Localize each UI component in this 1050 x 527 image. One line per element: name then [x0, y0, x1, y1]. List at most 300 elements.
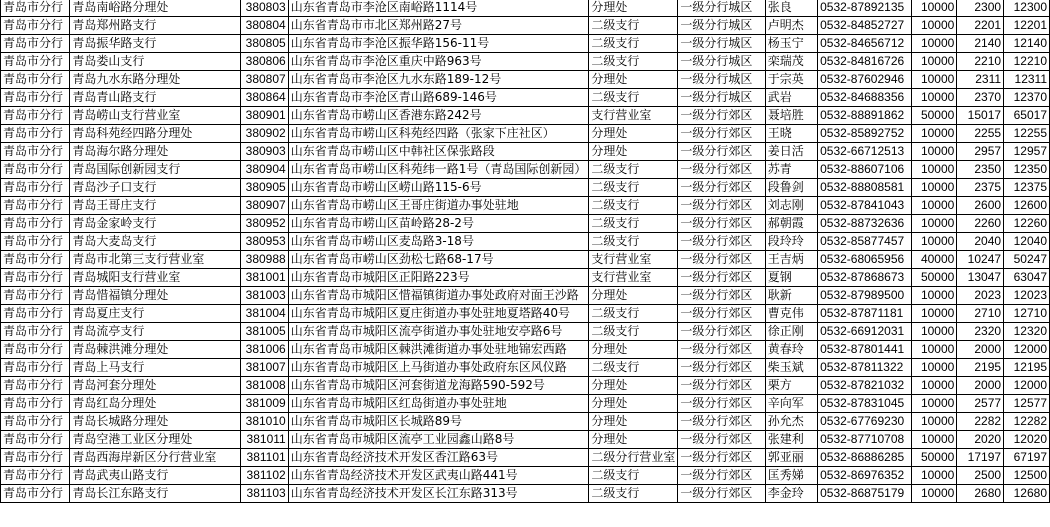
outlet-code-cell[interactable]: 380806	[241, 53, 289, 71]
base-amount-cell[interactable]: 10000	[912, 89, 957, 107]
outlet-code-cell[interactable]: 381003	[241, 287, 289, 305]
extra-amount-cell[interactable]: 2577	[957, 395, 1004, 413]
region-category-cell[interactable]: 一级分行郊区	[678, 395, 765, 413]
branch-level1-cell[interactable]: 青岛市分行	[1, 431, 70, 449]
outlet-code-cell[interactable]: 380988	[241, 251, 289, 269]
outlet-type-cell[interactable]: 二级支行	[589, 305, 678, 323]
outlet-type-cell[interactable]: 二级支行	[589, 161, 678, 179]
outlet-code-cell[interactable]: 380805	[241, 35, 289, 53]
manager-name-cell[interactable]: 孙允杰	[765, 413, 817, 431]
manager-name-cell[interactable]: 杨玉宁	[765, 35, 817, 53]
outlet-code-cell[interactable]: 380953	[241, 233, 289, 251]
base-amount-cell[interactable]: 10000	[912, 413, 957, 431]
base-amount-cell[interactable]: 10000	[912, 395, 957, 413]
base-amount-cell[interactable]: 10000	[912, 125, 957, 143]
manager-name-cell[interactable]: 栗方	[765, 377, 817, 395]
total-amount-cell[interactable]: 12350	[1004, 161, 1050, 179]
outlet-code-cell[interactable]: 381010	[241, 413, 289, 431]
outlet-type-cell[interactable]: 二级支行	[589, 35, 678, 53]
manager-name-cell[interactable]: 武岩	[765, 89, 817, 107]
total-amount-cell[interactable]: 12140	[1004, 35, 1050, 53]
address-cell[interactable]: 山东省青岛市崂山区苗岭路28-2号	[288, 215, 589, 233]
extra-amount-cell[interactable]: 2710	[957, 305, 1004, 323]
address-cell[interactable]: 山东省青岛市市北区郑州路27号	[288, 17, 589, 35]
total-amount-cell[interactable]: 12000	[1004, 377, 1050, 395]
phone-cell[interactable]: 0532-88607106	[818, 161, 912, 179]
total-amount-cell[interactable]: 50247	[1004, 251, 1050, 269]
region-category-cell[interactable]: 一级分行郊区	[678, 233, 765, 251]
region-category-cell[interactable]: 一级分行郊区	[678, 287, 765, 305]
outlet-code-cell[interactable]: 380903	[241, 143, 289, 161]
branch-level1-cell[interactable]: 青岛市分行	[1, 125, 70, 143]
total-amount-cell[interactable]: 12500	[1004, 467, 1050, 485]
phone-cell[interactable]: 0532-85877457	[818, 233, 912, 251]
base-amount-cell[interactable]: 10000	[912, 377, 957, 395]
base-amount-cell[interactable]: 10000	[912, 215, 957, 233]
base-amount-cell[interactable]: 10000	[912, 0, 957, 17]
branch-level1-cell[interactable]: 青岛市分行	[1, 359, 70, 377]
base-amount-cell[interactable]: 10000	[912, 341, 957, 359]
branch-level1-cell[interactable]: 青岛市分行	[1, 107, 70, 125]
address-cell[interactable]: 山东省青岛市崂山区麦岛路3-18号	[288, 233, 589, 251]
phone-cell[interactable]: 0532-87989500	[818, 287, 912, 305]
total-amount-cell[interactable]: 12000	[1004, 341, 1050, 359]
extra-amount-cell[interactable]: 2600	[957, 197, 1004, 215]
address-cell[interactable]: 山东省青岛市城阳区上马街道办事处政府东区风仪路	[288, 359, 589, 377]
phone-cell[interactable]: 0532-66712513	[818, 143, 912, 161]
phone-cell[interactable]: 0532-87801441	[818, 341, 912, 359]
base-amount-cell[interactable]: 50000	[912, 449, 957, 467]
total-amount-cell[interactable]: 12320	[1004, 323, 1050, 341]
outlet-type-cell[interactable]: 二级支行	[589, 323, 678, 341]
base-amount-cell[interactable]: 10000	[912, 305, 957, 323]
total-amount-cell[interactable]: 12577	[1004, 395, 1050, 413]
address-cell[interactable]: 山东省青岛市城阳区夏庄街道办事处驻地夏塔路40号	[288, 305, 589, 323]
outlet-name-cell[interactable]: 青岛郑州路支行	[70, 17, 241, 35]
region-category-cell[interactable]: 一级分行郊区	[678, 413, 765, 431]
phone-cell[interactable]: 0532-67769230	[818, 413, 912, 431]
outlet-name-cell[interactable]: 青岛城阳支行营业室	[70, 269, 241, 287]
outlet-code-cell[interactable]: 381102	[241, 467, 289, 485]
branch-level1-cell[interactable]: 青岛市分行	[1, 485, 70, 503]
address-cell[interactable]: 山东省青岛市崂山区劲松七路68-17号	[288, 251, 589, 269]
base-amount-cell[interactable]: 40000	[912, 251, 957, 269]
outlet-type-cell[interactable]: 二级支行	[589, 485, 678, 503]
outlet-code-cell[interactable]: 381011	[241, 431, 289, 449]
total-amount-cell[interactable]: 12020	[1004, 431, 1050, 449]
outlet-name-cell[interactable]: 青岛青山路支行	[70, 89, 241, 107]
outlet-type-cell[interactable]: 分理处	[589, 431, 678, 449]
extra-amount-cell[interactable]: 2375	[957, 179, 1004, 197]
outlet-name-cell[interactable]: 青岛流亭支行	[70, 323, 241, 341]
base-amount-cell[interactable]: 10000	[912, 17, 957, 35]
outlet-type-cell[interactable]: 分理处	[589, 413, 678, 431]
region-category-cell[interactable]: 一级分行城区	[678, 17, 765, 35]
total-amount-cell[interactable]: 12040	[1004, 233, 1050, 251]
outlet-name-cell[interactable]: 青岛夏庄支行	[70, 305, 241, 323]
outlet-name-cell[interactable]: 青岛上马支行	[70, 359, 241, 377]
manager-name-cell[interactable]: 曹克伟	[765, 305, 817, 323]
base-amount-cell[interactable]: 10000	[912, 323, 957, 341]
total-amount-cell[interactable]: 12195	[1004, 359, 1050, 377]
region-category-cell[interactable]: 一级分行郊区	[678, 377, 765, 395]
phone-cell[interactable]: 0532-84816726	[818, 53, 912, 71]
outlet-code-cell[interactable]: 381004	[241, 305, 289, 323]
outlet-code-cell[interactable]: 380864	[241, 89, 289, 107]
base-amount-cell[interactable]: 10000	[912, 53, 957, 71]
outlet-type-cell[interactable]: 分理处	[589, 0, 678, 17]
region-category-cell[interactable]: 一级分行城区	[678, 53, 765, 71]
extra-amount-cell[interactable]: 2320	[957, 323, 1004, 341]
address-cell[interactable]: 山东省青岛市城阳区棘洪滩街道办事处驻地锦宏西路	[288, 341, 589, 359]
outlet-type-cell[interactable]: 分理处	[589, 143, 678, 161]
manager-name-cell[interactable]: 栾瑞茂	[765, 53, 817, 71]
total-amount-cell[interactable]: 12370	[1004, 89, 1050, 107]
total-amount-cell[interactable]: 12375	[1004, 179, 1050, 197]
outlet-type-cell[interactable]: 分理处	[589, 125, 678, 143]
base-amount-cell[interactable]: 10000	[912, 71, 957, 89]
base-amount-cell[interactable]: 10000	[912, 233, 957, 251]
outlet-code-cell[interactable]: 380803	[241, 0, 289, 17]
outlet-name-cell[interactable]: 青岛九水东路分理处	[70, 71, 241, 89]
outlet-code-cell[interactable]: 380804	[241, 17, 289, 35]
outlet-code-cell[interactable]: 380905	[241, 179, 289, 197]
extra-amount-cell[interactable]: 2680	[957, 485, 1004, 503]
address-cell[interactable]: 山东省青岛市崂山区香港东路242号	[288, 107, 589, 125]
total-amount-cell[interactable]: 12710	[1004, 305, 1050, 323]
outlet-name-cell[interactable]: 青岛西海岸新区分行营业室	[70, 449, 241, 467]
base-amount-cell[interactable]: 10000	[912, 485, 957, 503]
region-category-cell[interactable]: 一级分行郊区	[678, 431, 765, 449]
branch-level1-cell[interactable]: 青岛市分行	[1, 89, 70, 107]
outlet-name-cell[interactable]: 青岛空港工业区分理处	[70, 431, 241, 449]
outlet-code-cell[interactable]: 380952	[241, 215, 289, 233]
region-category-cell[interactable]: 一级分行郊区	[678, 485, 765, 503]
base-amount-cell[interactable]: 10000	[912, 35, 957, 53]
outlet-type-cell[interactable]: 分理处	[589, 341, 678, 359]
extra-amount-cell[interactable]: 2020	[957, 431, 1004, 449]
outlet-name-cell[interactable]: 青岛王哥庄支行	[70, 197, 241, 215]
branch-level1-cell[interactable]: 青岛市分行	[1, 17, 70, 35]
base-amount-cell[interactable]: 10000	[912, 431, 957, 449]
extra-amount-cell[interactable]: 2282	[957, 413, 1004, 431]
outlet-code-cell[interactable]: 380904	[241, 161, 289, 179]
phone-cell[interactable]: 0532-68065956	[818, 251, 912, 269]
address-cell[interactable]: 山东省青岛市李沧区青山路689-146号	[288, 89, 589, 107]
branch-level1-cell[interactable]: 青岛市分行	[1, 215, 70, 233]
region-category-cell[interactable]: 一级分行郊区	[678, 467, 765, 485]
extra-amount-cell[interactable]: 2500	[957, 467, 1004, 485]
extra-amount-cell[interactable]: 2957	[957, 143, 1004, 161]
extra-amount-cell[interactable]: 2210	[957, 53, 1004, 71]
address-cell[interactable]: 山东省青岛市城阳区流亭街道办事处驻地安亭路6号	[288, 323, 589, 341]
outlet-type-cell[interactable]: 二级支行	[589, 215, 678, 233]
total-amount-cell[interactable]: 12255	[1004, 125, 1050, 143]
address-cell[interactable]: 山东省青岛市城阳区河套街道龙海路590-592号	[288, 377, 589, 395]
extra-amount-cell[interactable]: 2140	[957, 35, 1004, 53]
phone-cell[interactable]: 0532-84852727	[818, 17, 912, 35]
outlet-code-cell[interactable]: 380807	[241, 71, 289, 89]
region-category-cell[interactable]: 一级分行城区	[678, 71, 765, 89]
outlet-type-cell[interactable]: 分理处	[589, 287, 678, 305]
outlet-code-cell[interactable]: 380901	[241, 107, 289, 125]
phone-cell[interactable]: 0532-87841043	[818, 197, 912, 215]
address-cell[interactable]: 山东省青岛经济技术开发区长江东路313号	[288, 485, 589, 503]
branch-level1-cell[interactable]: 青岛市分行	[1, 413, 70, 431]
branch-level1-cell[interactable]: 青岛市分行	[1, 197, 70, 215]
phone-cell[interactable]: 0532-84688356	[818, 89, 912, 107]
outlet-type-cell[interactable]: 分理处	[589, 377, 678, 395]
address-cell[interactable]: 山东省青岛市李沧区九水东路189-12号	[288, 71, 589, 89]
address-cell[interactable]: 山东省青岛经济技术开发区武夷山路441号	[288, 467, 589, 485]
outlet-name-cell[interactable]: 青岛沙子口支行	[70, 179, 241, 197]
address-cell[interactable]: 山东省青岛市崂山区崂山路115-6号	[288, 179, 589, 197]
manager-name-cell[interactable]: 李金玲	[765, 485, 817, 503]
outlet-type-cell[interactable]: 二级支行	[589, 179, 678, 197]
branch-level1-cell[interactable]: 青岛市分行	[1, 395, 70, 413]
region-category-cell[interactable]: 一级分行郊区	[678, 179, 765, 197]
extra-amount-cell[interactable]: 2023	[957, 287, 1004, 305]
total-amount-cell[interactable]: 12311	[1004, 71, 1050, 89]
outlet-name-cell[interactable]: 青岛武夷山路支行	[70, 467, 241, 485]
outlet-type-cell[interactable]: 支行营业室	[589, 269, 678, 287]
phone-cell[interactable]: 0532-88732636	[818, 215, 912, 233]
branch-level1-cell[interactable]: 青岛市分行	[1, 71, 70, 89]
total-amount-cell[interactable]: 12260	[1004, 215, 1050, 233]
total-amount-cell[interactable]: 12282	[1004, 413, 1050, 431]
manager-name-cell[interactable]: 王晓	[765, 125, 817, 143]
outlet-type-cell[interactable]: 二级支行	[589, 89, 678, 107]
branch-level1-cell[interactable]: 青岛市分行	[1, 53, 70, 71]
manager-name-cell[interactable]: 卢明杰	[765, 17, 817, 35]
base-amount-cell[interactable]: 10000	[912, 287, 957, 305]
extra-amount-cell[interactable]: 10247	[957, 251, 1004, 269]
region-category-cell[interactable]: 一级分行郊区	[678, 323, 765, 341]
manager-name-cell[interactable]: 段鲁剑	[765, 179, 817, 197]
outlet-type-cell[interactable]: 二级支行	[589, 197, 678, 215]
address-cell[interactable]: 山东省青岛市李沧区振华路156-11号	[288, 35, 589, 53]
manager-name-cell[interactable]: 聂培胜	[765, 107, 817, 125]
manager-name-cell[interactable]: 夏钢	[765, 269, 817, 287]
outlet-name-cell[interactable]: 青岛振华路支行	[70, 35, 241, 53]
manager-name-cell[interactable]: 耿新	[765, 287, 817, 305]
base-amount-cell[interactable]: 10000	[912, 359, 957, 377]
region-category-cell[interactable]: 一级分行郊区	[678, 215, 765, 233]
region-category-cell[interactable]: 一级分行郊区	[678, 125, 765, 143]
manager-name-cell[interactable]: 张良	[765, 0, 817, 17]
region-category-cell[interactable]: 一级分行郊区	[678, 359, 765, 377]
region-category-cell[interactable]: 一级分行郊区	[678, 449, 765, 467]
address-cell[interactable]: 山东省青岛市城阳区流亭工业园鑫山路8号	[288, 431, 589, 449]
extra-amount-cell[interactable]: 2000	[957, 377, 1004, 395]
manager-name-cell[interactable]: 王吉炳	[765, 251, 817, 269]
manager-name-cell[interactable]: 徐正刚	[765, 323, 817, 341]
extra-amount-cell[interactable]: 2370	[957, 89, 1004, 107]
phone-cell[interactable]: 0532-87821032	[818, 377, 912, 395]
phone-cell[interactable]: 0532-87710708	[818, 431, 912, 449]
phone-cell[interactable]: 0532-66912031	[818, 323, 912, 341]
branch-level1-cell[interactable]: 青岛市分行	[1, 35, 70, 53]
address-cell[interactable]: 山东省青岛市城阳区红岛街道办事处驻地	[288, 395, 589, 413]
phone-cell[interactable]: 0532-86976352	[818, 467, 912, 485]
phone-cell[interactable]: 0532-87871181	[818, 305, 912, 323]
region-category-cell[interactable]: 一级分行郊区	[678, 143, 765, 161]
address-cell[interactable]: 山东省青岛市李沧区重庆中路963号	[288, 53, 589, 71]
branch-level1-cell[interactable]: 青岛市分行	[1, 179, 70, 197]
phone-cell[interactable]: 0532-86875179	[818, 485, 912, 503]
outlet-type-cell[interactable]: 支行营业室	[589, 107, 678, 125]
outlet-name-cell[interactable]: 青岛棘洪滩分理处	[70, 341, 241, 359]
outlet-code-cell[interactable]: 381009	[241, 395, 289, 413]
outlet-code-cell[interactable]: 381101	[241, 449, 289, 467]
outlet-type-cell[interactable]: 二级支行	[589, 17, 678, 35]
base-amount-cell[interactable]: 10000	[912, 467, 957, 485]
extra-amount-cell[interactable]: 2255	[957, 125, 1004, 143]
extra-amount-cell[interactable]: 17197	[957, 449, 1004, 467]
address-cell[interactable]: 山东省青岛市崂山区王哥庄街道办事处驻地	[288, 197, 589, 215]
branch-level1-cell[interactable]: 青岛市分行	[1, 305, 70, 323]
extra-amount-cell[interactable]: 2195	[957, 359, 1004, 377]
outlet-name-cell[interactable]: 青岛长城路分理处	[70, 413, 241, 431]
branch-level1-cell[interactable]: 青岛市分行	[1, 467, 70, 485]
total-amount-cell[interactable]: 12023	[1004, 287, 1050, 305]
extra-amount-cell[interactable]: 13047	[957, 269, 1004, 287]
outlet-name-cell[interactable]: 青岛南峪路分理处	[70, 0, 241, 17]
outlet-code-cell[interactable]: 381008	[241, 377, 289, 395]
region-category-cell[interactable]: 一级分行郊区	[678, 341, 765, 359]
extra-amount-cell[interactable]: 15017	[957, 107, 1004, 125]
base-amount-cell[interactable]: 10000	[912, 143, 957, 161]
address-cell[interactable]: 山东省青岛经济技术开发区香江路63号	[288, 449, 589, 467]
extra-amount-cell[interactable]: 2260	[957, 215, 1004, 233]
branch-level1-cell[interactable]: 青岛市分行	[1, 449, 70, 467]
region-category-cell[interactable]: 一级分行郊区	[678, 305, 765, 323]
extra-amount-cell[interactable]: 2000	[957, 341, 1004, 359]
outlet-name-cell[interactable]: 青岛市北第三支行营业室	[70, 251, 241, 269]
region-category-cell[interactable]: 一级分行城区	[678, 35, 765, 53]
outlet-name-cell[interactable]: 青岛科苑经四路分理处	[70, 125, 241, 143]
phone-cell[interactable]: 0532-88891862	[818, 107, 912, 125]
outlet-name-cell[interactable]: 青岛惜福镇分理处	[70, 287, 241, 305]
extra-amount-cell[interactable]: 2201	[957, 17, 1004, 35]
branch-level1-cell[interactable]: 青岛市分行	[1, 233, 70, 251]
phone-cell[interactable]: 0532-87811322	[818, 359, 912, 377]
address-cell[interactable]: 山东省青岛市崂山区中韩社区保张路段	[288, 143, 589, 161]
outlet-type-cell[interactable]: 二级支行	[589, 467, 678, 485]
phone-cell[interactable]: 0532-85892752	[818, 125, 912, 143]
phone-cell[interactable]: 0532-87831045	[818, 395, 912, 413]
outlet-type-cell[interactable]: 二级支行	[589, 233, 678, 251]
branch-level1-cell[interactable]: 青岛市分行	[1, 341, 70, 359]
branch-level1-cell[interactable]: 青岛市分行	[1, 161, 70, 179]
base-amount-cell[interactable]: 10000	[912, 161, 957, 179]
outlet-code-cell[interactable]: 380907	[241, 197, 289, 215]
total-amount-cell[interactable]: 12600	[1004, 197, 1050, 215]
base-amount-cell[interactable]: 50000	[912, 269, 957, 287]
total-amount-cell[interactable]: 12680	[1004, 485, 1050, 503]
outlet-name-cell[interactable]: 青岛金家岭支行	[70, 215, 241, 233]
branch-level1-cell[interactable]: 青岛市分行	[1, 251, 70, 269]
extra-amount-cell[interactable]: 2040	[957, 233, 1004, 251]
branch-level1-cell[interactable]: 青岛市分行	[1, 143, 70, 161]
outlet-code-cell[interactable]: 381001	[241, 269, 289, 287]
outlet-name-cell[interactable]: 青岛长江东路支行	[70, 485, 241, 503]
outlet-code-cell[interactable]: 381006	[241, 341, 289, 359]
branch-level1-cell[interactable]: 青岛市分行	[1, 0, 70, 17]
outlet-type-cell[interactable]: 二级支行	[589, 359, 678, 377]
outlet-code-cell[interactable]: 380902	[241, 125, 289, 143]
total-amount-cell[interactable]: 63047	[1004, 269, 1050, 287]
outlet-type-cell[interactable]: 二级支行	[589, 53, 678, 71]
region-category-cell[interactable]: 一级分行郊区	[678, 197, 765, 215]
region-category-cell[interactable]: 一级分行郊区	[678, 161, 765, 179]
manager-name-cell[interactable]: 段玲玲	[765, 233, 817, 251]
outlet-code-cell[interactable]: 381103	[241, 485, 289, 503]
total-amount-cell[interactable]: 12957	[1004, 143, 1050, 161]
outlet-type-cell[interactable]: 支行营业室	[589, 251, 678, 269]
total-amount-cell[interactable]: 12300	[1004, 0, 1050, 17]
outlet-name-cell[interactable]: 青岛大麦岛支行	[70, 233, 241, 251]
branch-level1-cell[interactable]: 青岛市分行	[1, 269, 70, 287]
manager-name-cell[interactable]: 于宗英	[765, 71, 817, 89]
outlet-name-cell[interactable]: 青岛国际创新园支行	[70, 161, 241, 179]
total-amount-cell[interactable]: 67197	[1004, 449, 1050, 467]
outlet-type-cell[interactable]: 二级分行营业室	[589, 449, 678, 467]
phone-cell[interactable]: 0532-86886285	[818, 449, 912, 467]
manager-name-cell[interactable]: 柴玉斌	[765, 359, 817, 377]
branch-level1-cell[interactable]: 青岛市分行	[1, 323, 70, 341]
manager-name-cell[interactable]: 郭亚丽	[765, 449, 817, 467]
phone-cell[interactable]: 0532-88808581	[818, 179, 912, 197]
phone-cell[interactable]: 0532-87868673	[818, 269, 912, 287]
outlet-type-cell[interactable]: 分理处	[589, 71, 678, 89]
extra-amount-cell[interactable]: 2300	[957, 0, 1004, 17]
branch-level1-cell[interactable]: 青岛市分行	[1, 377, 70, 395]
manager-name-cell[interactable]: 姜日活	[765, 143, 817, 161]
total-amount-cell[interactable]: 12201	[1004, 17, 1050, 35]
outlet-type-cell[interactable]: 分理处	[589, 395, 678, 413]
total-amount-cell[interactable]: 65017	[1004, 107, 1050, 125]
address-cell[interactable]: 山东省青岛市城阳区惜福镇街道办事处政府对面王沙路	[288, 287, 589, 305]
phone-cell[interactable]: 0532-87602946	[818, 71, 912, 89]
region-category-cell[interactable]: 一级分行郊区	[678, 251, 765, 269]
extra-amount-cell[interactable]: 2350	[957, 161, 1004, 179]
total-amount-cell[interactable]: 12210	[1004, 53, 1050, 71]
outlet-name-cell[interactable]: 青岛河套分理处	[70, 377, 241, 395]
outlet-name-cell[interactable]: 青岛海尔路分理处	[70, 143, 241, 161]
region-category-cell[interactable]: 一级分行城区	[678, 0, 765, 17]
region-category-cell[interactable]: 一级分行城区	[678, 89, 765, 107]
manager-name-cell[interactable]: 郝朝霞	[765, 215, 817, 233]
phone-cell[interactable]: 0532-84656712	[818, 35, 912, 53]
manager-name-cell[interactable]: 匡秀娣	[765, 467, 817, 485]
address-cell[interactable]: 山东省青岛市李沧区南峪路1114号	[288, 0, 589, 17]
manager-name-cell[interactable]: 苏青	[765, 161, 817, 179]
extra-amount-cell[interactable]: 2311	[957, 71, 1004, 89]
address-cell[interactable]: 山东省青岛市城阳区正阳路223号	[288, 269, 589, 287]
outlet-name-cell[interactable]: 青岛崂山支行营业室	[70, 107, 241, 125]
manager-name-cell[interactable]: 刘志刚	[765, 197, 817, 215]
outlet-code-cell[interactable]: 381005	[241, 323, 289, 341]
region-category-cell[interactable]: 一级分行郊区	[678, 269, 765, 287]
base-amount-cell[interactable]: 10000	[912, 179, 957, 197]
base-amount-cell[interactable]: 10000	[912, 197, 957, 215]
outlet-name-cell[interactable]: 青岛红岛分理处	[70, 395, 241, 413]
manager-name-cell[interactable]: 辛向军	[765, 395, 817, 413]
address-cell[interactable]: 山东省青岛市崂山区科苑纬一路1号（青岛国际创新园）	[288, 161, 589, 179]
address-cell[interactable]: 山东省青岛市城阳区长城路89号	[288, 413, 589, 431]
manager-name-cell[interactable]: 黄春玲	[765, 341, 817, 359]
